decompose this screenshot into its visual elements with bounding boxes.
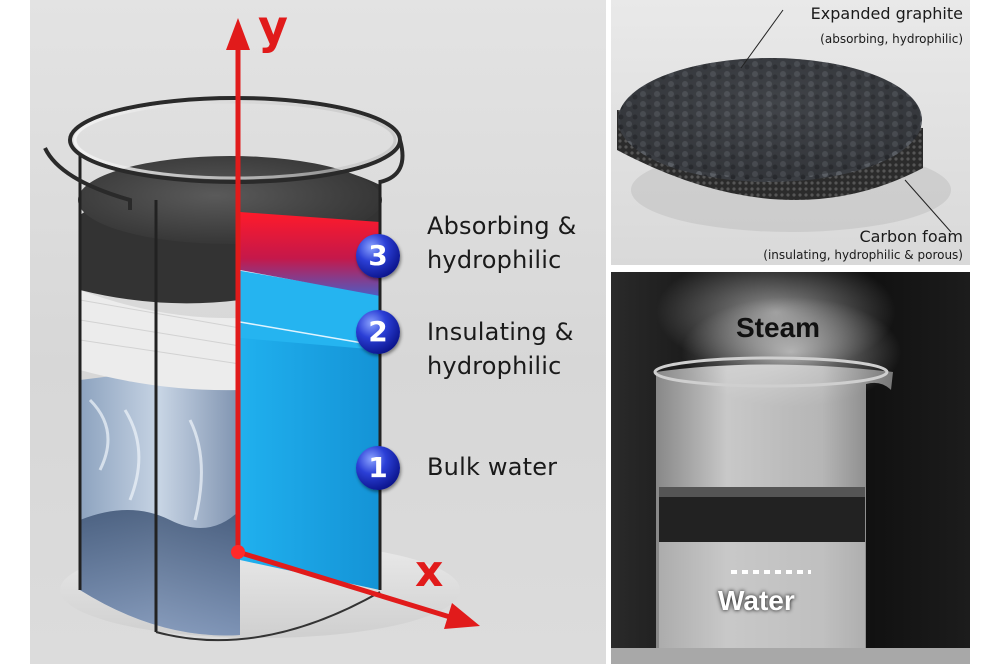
layer-3-label	[427, 209, 577, 277]
axis-origin	[231, 545, 245, 559]
layer-2-label	[427, 315, 574, 383]
absorber-top	[659, 487, 865, 497]
layer-2-label-line2: hydrophilic	[427, 352, 562, 380]
carbon-foam-sublabel: (insulating, hydrophilic & porous)	[763, 248, 963, 262]
graphite-sublabel: (absorbing, hydrophilic)	[820, 32, 963, 46]
layer-1-badge: 1	[356, 446, 400, 490]
graphite-shading	[620, 58, 920, 178]
layer-2-label-line1: Insulating &	[427, 318, 574, 346]
y-axis-arrowhead	[226, 18, 250, 50]
layer-3-label-line1: Absorbing &	[427, 212, 577, 240]
layer-2-badge: 2	[356, 310, 400, 354]
layer-3-label-line2: hydrophilic	[427, 246, 562, 274]
water-label: Water	[718, 585, 795, 616]
layer-3-badge: 3	[356, 234, 400, 278]
x-axis-label: x	[415, 546, 444, 597]
x-axis-arrowhead	[444, 603, 480, 629]
graphite-label: Expanded graphite	[810, 4, 963, 23]
foam-photo-panel	[611, 0, 970, 265]
table-surface	[611, 648, 970, 664]
y-axis-label: y	[258, 0, 288, 54]
steam-photo-panel	[611, 272, 970, 664]
layer-1-label: Bulk water	[427, 453, 558, 481]
beaker-diagram-panel	[30, 0, 606, 664]
carbon-foam-label: Carbon foam	[859, 227, 963, 246]
steam-label: Steam	[736, 312, 821, 343]
